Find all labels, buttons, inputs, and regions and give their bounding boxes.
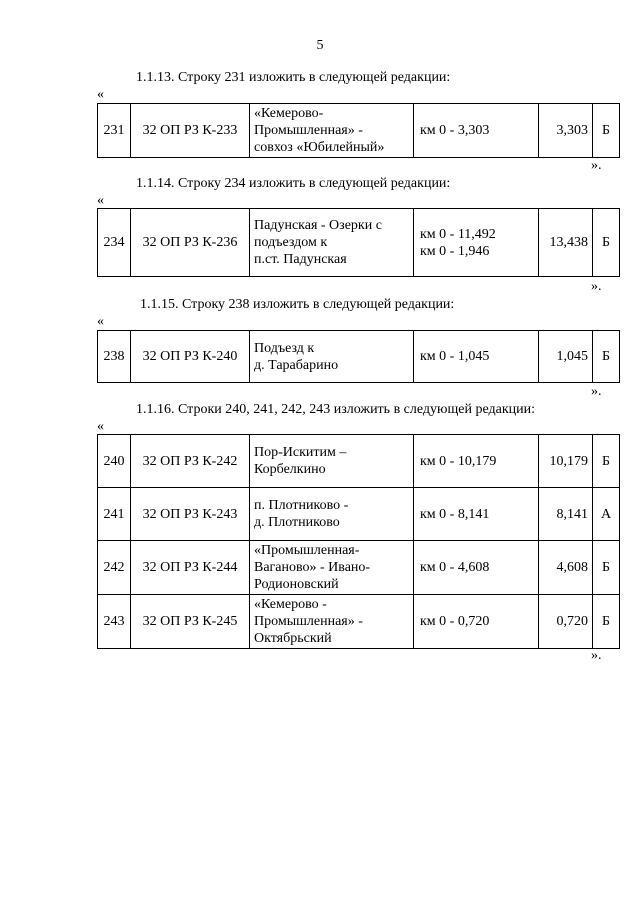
- length-cell: 10,179: [539, 435, 593, 488]
- table-row: [98, 595, 620, 649]
- road-name-text: Падунская - Озерки с подъездом к п.ст. Падунская: [254, 218, 382, 267]
- km-range-cell: [414, 331, 539, 383]
- km-range-cell: [414, 541, 539, 595]
- road-name-text: п. Плотниково - д. Плотниково: [254, 498, 349, 530]
- close-quote: ».: [591, 648, 602, 663]
- section-heading-1-1-15: 1.1.15. Строку 238 изложить в следующей редакции:: [140, 297, 455, 312]
- category-cell: А: [593, 488, 620, 541]
- km-range-cell: [414, 488, 539, 541]
- amendment-table-1-1-16: [97, 434, 620, 649]
- km-range-text: км 0 - 3,303: [420, 123, 490, 138]
- table-row: [98, 209, 620, 277]
- amendment-table-1-1-13: [97, 103, 620, 158]
- category-cell: Б: [593, 595, 620, 649]
- row-number-cell: 240: [98, 435, 131, 488]
- km-range-cell: [414, 435, 539, 488]
- table-row: [98, 104, 620, 158]
- km-range-text: км 0 - 4,608: [420, 560, 490, 575]
- km-range-cell: [414, 595, 539, 649]
- road-code-cell: 32 ОП РЗ К-243: [131, 488, 250, 541]
- amendment-table-1-1-14: [97, 208, 620, 277]
- close-quote: ».: [591, 158, 602, 173]
- road-name-cell: [250, 209, 414, 277]
- category-cell: Б: [593, 209, 620, 277]
- category-cell: Б: [593, 104, 620, 158]
- road-name-text: «Промышленная- Ваганово» - Ивано- Родионовский: [254, 543, 371, 592]
- section-heading-1-1-13: 1.1.13. Строку 231 изложить в следующей редакции:: [136, 70, 451, 85]
- close-quote: ».: [591, 279, 602, 294]
- row-number-cell: 243: [98, 595, 131, 649]
- category-cell: Б: [593, 435, 620, 488]
- road-name-text: Пор-Искитим – Корбелкино: [254, 445, 347, 477]
- length-cell: 13,438: [539, 209, 593, 277]
- road-code-cell: 32 ОП РЗ К-244: [131, 541, 250, 595]
- table-row: [98, 331, 620, 383]
- road-name-cell: [250, 595, 414, 649]
- km-range-text: км 0 - 0,720: [420, 614, 490, 629]
- road-name-text: «Кемерово - Промышленная» - Октябрьский: [254, 597, 363, 646]
- table-row: [98, 541, 620, 595]
- page-number: 5: [316, 38, 324, 53]
- open-quote: «: [97, 193, 104, 208]
- km-range-cell: [414, 104, 539, 158]
- km-range-text: км 0 - 11,492 км 0 - 1,946: [420, 226, 496, 259]
- road-name-cell: [250, 488, 414, 541]
- road-name-cell: [250, 435, 414, 488]
- row-number-cell: 231: [98, 104, 131, 158]
- row-number-cell: 234: [98, 209, 131, 277]
- road-name-cell: [250, 541, 414, 595]
- amendment-table-1-1-15: [97, 330, 620, 383]
- length-cell: 8,141: [539, 488, 593, 541]
- length-cell: 4,608: [539, 541, 593, 595]
- length-cell: 3,303: [539, 104, 593, 158]
- road-code-cell: 32 ОП РЗ К-233: [131, 104, 250, 158]
- close-quote: ».: [591, 384, 602, 399]
- km-range-text: км 0 - 10,179: [420, 453, 497, 469]
- open-quote: «: [97, 314, 104, 329]
- road-name-text: Подъезд к д. Тарабарино: [254, 340, 339, 373]
- table-row: [98, 435, 620, 488]
- row-number-cell: 238: [98, 331, 131, 383]
- road-name-cell: [250, 331, 414, 383]
- km-range-text: км 0 - 1,045: [420, 349, 490, 364]
- km-range-text: км 0 - 8,141: [420, 506, 490, 522]
- road-code-cell: 32 ОП РЗ К-245: [131, 595, 250, 649]
- open-quote: «: [97, 419, 104, 434]
- road-code-cell: 32 ОП РЗ К-236: [131, 209, 250, 277]
- road-name-cell: [250, 104, 414, 158]
- road-code-cell: 32 ОП РЗ К-240: [131, 331, 250, 383]
- row-number-cell: 241: [98, 488, 131, 541]
- length-cell: 1,045: [539, 331, 593, 383]
- row-number-cell: 242: [98, 541, 131, 595]
- category-cell: Б: [593, 331, 620, 383]
- category-cell: Б: [593, 541, 620, 595]
- length-cell: 0,720: [539, 595, 593, 649]
- section-heading-1-1-14: 1.1.14. Строку 234 изложить в следующей редакции:: [136, 176, 451, 191]
- section-heading-1-1-16: 1.1.16. Строки 240, 241, 242, 243 изложить в следующей редакции:: [136, 402, 536, 417]
- table-row: [98, 488, 620, 541]
- open-quote: «: [97, 87, 104, 102]
- road-code-cell: 32 ОП РЗ К-242: [131, 435, 250, 488]
- road-name-text: «Кемерово- Промышленная» - совхоз «Юбилейный»: [254, 106, 385, 155]
- km-range-cell: [414, 209, 539, 277]
